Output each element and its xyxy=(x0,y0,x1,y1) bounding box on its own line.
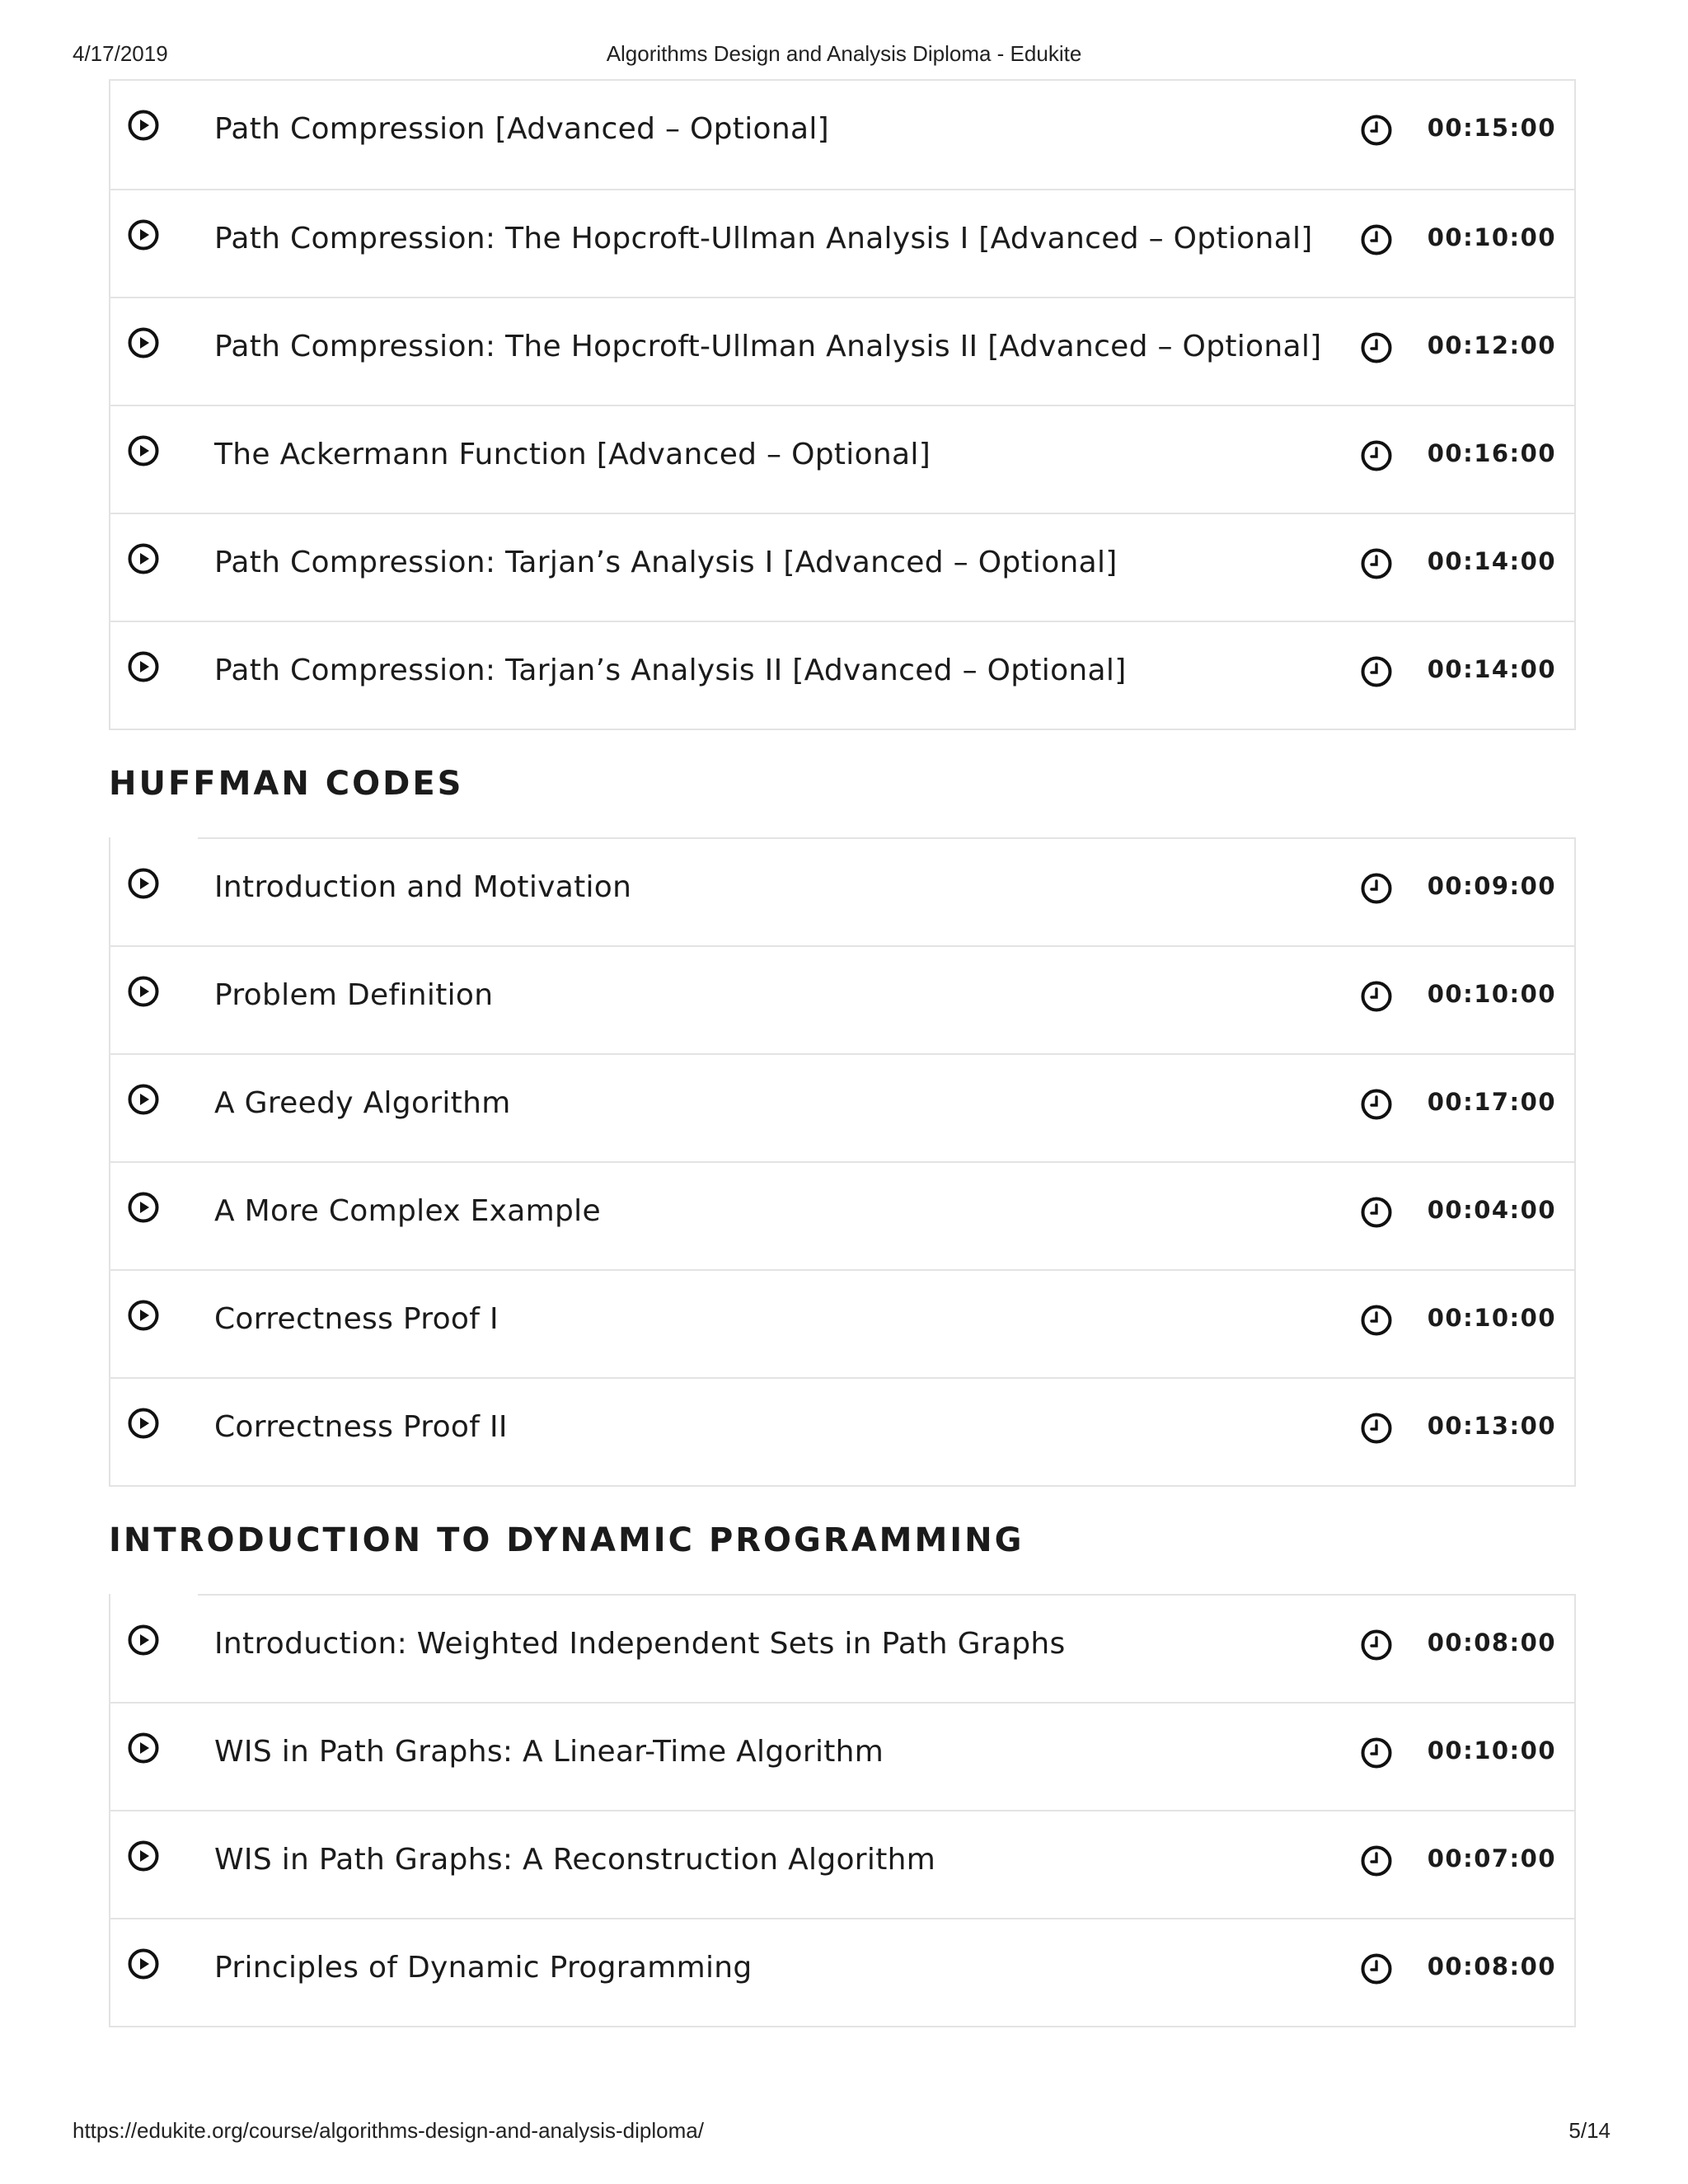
lesson-title[interactable]: Path Compression: Tarjan’s Analysis I [Advanced – Optional] xyxy=(214,546,1118,579)
lesson-list-path-compression xyxy=(109,79,1576,730)
lesson-row[interactable] xyxy=(110,1702,1574,1810)
clock-icon xyxy=(1360,1196,1393,1229)
lesson-list-huffman-codes xyxy=(109,837,1576,1487)
play-circle-icon xyxy=(127,1299,160,1332)
lesson-duration: 00:10:00 xyxy=(1427,223,1556,251)
play-circle-icon xyxy=(127,1947,160,1980)
lesson-row[interactable] xyxy=(110,513,1574,621)
lesson-list-dynamic-programming xyxy=(109,1594,1576,2027)
clock-icon xyxy=(1360,872,1393,905)
play-circle-icon xyxy=(127,109,160,142)
clock-icon xyxy=(1360,1952,1393,1985)
lesson-row[interactable] xyxy=(110,1594,1574,1702)
play-circle-icon xyxy=(127,1083,160,1116)
lesson-row[interactable] xyxy=(110,1053,1574,1161)
lesson-row[interactable] xyxy=(110,837,1574,945)
lesson-title[interactable]: Path Compression: The Hopcroft-Ullman Analysis I [Advanced – Optional] xyxy=(214,222,1313,255)
lesson-duration: 00:10:00 xyxy=(1427,1304,1556,1332)
print-url: https://edukite.org/course/algorithms-design-and-analysis-diploma/ xyxy=(73,2118,704,2143)
play-circle-icon xyxy=(127,867,160,900)
clock-icon xyxy=(1360,439,1393,472)
lesson-row[interactable] xyxy=(110,81,1574,189)
lesson-title[interactable]: Path Compression: Tarjan’s Analysis II [Advanced – Optional] xyxy=(214,654,1127,687)
play-circle-icon xyxy=(127,650,160,683)
clock-icon xyxy=(1360,1304,1393,1337)
lesson-row[interactable] xyxy=(110,621,1574,729)
lesson-row[interactable] xyxy=(110,945,1574,1053)
print-page-title: Algorithms Design and Analysis Diploma - Edukite xyxy=(606,41,1082,66)
lesson-title[interactable]: Introduction and Motivation xyxy=(214,870,632,904)
clock-icon xyxy=(1360,223,1393,256)
clock-icon xyxy=(1360,1844,1393,1877)
lesson-duration: 00:15:00 xyxy=(1427,114,1556,142)
clock-icon xyxy=(1360,1736,1393,1769)
clock-icon xyxy=(1360,980,1393,1013)
play-circle-icon xyxy=(127,434,160,467)
lesson-row[interactable] xyxy=(110,1377,1574,1485)
play-circle-icon xyxy=(127,218,160,251)
print-header xyxy=(0,41,1688,68)
lesson-duration: 00:17:00 xyxy=(1427,1088,1556,1116)
clock-icon xyxy=(1360,1088,1393,1121)
play-circle-icon xyxy=(127,975,160,1008)
lesson-title[interactable]: Path Compression: The Hopcroft-Ullman Analysis II [Advanced – Optional] xyxy=(214,330,1322,363)
lesson-row[interactable] xyxy=(110,1269,1574,1377)
lesson-row[interactable] xyxy=(110,189,1574,297)
lesson-title[interactable]: A Greedy Algorithm xyxy=(214,1086,511,1120)
lesson-row[interactable] xyxy=(110,1161,1574,1269)
lesson-title[interactable]: WIS in Path Graphs: A Linear-Time Algorithm xyxy=(214,1735,884,1769)
lesson-duration: 00:07:00 xyxy=(1427,1844,1556,1872)
lesson-title[interactable]: The Ackermann Function [Advanced – Optional] xyxy=(214,438,931,471)
clock-icon xyxy=(1360,547,1393,580)
lesson-duration: 00:10:00 xyxy=(1427,1736,1556,1765)
lesson-title[interactable]: Correctness Proof II xyxy=(214,1410,508,1444)
lesson-duration: 00:12:00 xyxy=(1427,331,1556,359)
play-circle-icon xyxy=(127,1624,160,1657)
lesson-row[interactable] xyxy=(110,297,1574,405)
print-footer xyxy=(0,2118,1688,2144)
lesson-title[interactable]: Correctness Proof I xyxy=(214,1302,499,1336)
lesson-duration: 00:08:00 xyxy=(1427,1952,1556,1980)
lesson-duration: 00:09:00 xyxy=(1427,872,1556,900)
lesson-duration: 00:13:00 xyxy=(1427,1412,1556,1440)
play-circle-icon xyxy=(127,326,160,359)
clock-icon xyxy=(1360,655,1393,688)
lesson-title[interactable]: WIS in Path Graphs: A Reconstruction Algorithm xyxy=(214,1843,936,1877)
print-page-number: 5/14 xyxy=(1568,2118,1611,2143)
play-circle-icon xyxy=(127,1732,160,1765)
play-circle-icon xyxy=(127,1407,160,1440)
play-circle-icon xyxy=(127,542,160,575)
clock-icon xyxy=(1360,331,1393,364)
play-circle-icon xyxy=(127,1191,160,1224)
lesson-duration: 00:10:00 xyxy=(1427,980,1556,1008)
lesson-title[interactable]: Path Compression [Advanced – Optional] xyxy=(214,112,829,146)
print-date: 4/17/2019 xyxy=(73,41,168,66)
clock-icon xyxy=(1360,1412,1393,1445)
lesson-duration: 00:14:00 xyxy=(1427,655,1556,683)
lesson-row[interactable] xyxy=(110,405,1574,513)
lesson-duration: 00:16:00 xyxy=(1427,439,1556,467)
lesson-duration: 00:04:00 xyxy=(1427,1196,1556,1224)
section-heading-dynamic-programming: INTRODUCTION TO DYNAMIC PROGRAMMING xyxy=(109,1521,1025,1559)
lesson-duration: 00:14:00 xyxy=(1427,547,1556,575)
lesson-row[interactable] xyxy=(110,1810,1574,1918)
section-heading-huffman-codes: HUFFMAN CODES xyxy=(109,765,464,803)
lesson-title[interactable]: A More Complex Example xyxy=(214,1194,601,1228)
clock-icon xyxy=(1360,1629,1393,1661)
lesson-title[interactable]: Principles of Dynamic Programming xyxy=(214,1951,753,1985)
lesson-title[interactable]: Problem Definition xyxy=(214,978,494,1012)
play-circle-icon xyxy=(127,1840,160,1872)
lesson-title[interactable]: Introduction: Weighted Independent Sets in Path Graphs xyxy=(214,1627,1066,1661)
lesson-duration: 00:08:00 xyxy=(1427,1629,1556,1657)
course-curriculum xyxy=(109,79,1576,2027)
lesson-row[interactable] xyxy=(110,1918,1574,2026)
clock-icon xyxy=(1360,114,1393,147)
